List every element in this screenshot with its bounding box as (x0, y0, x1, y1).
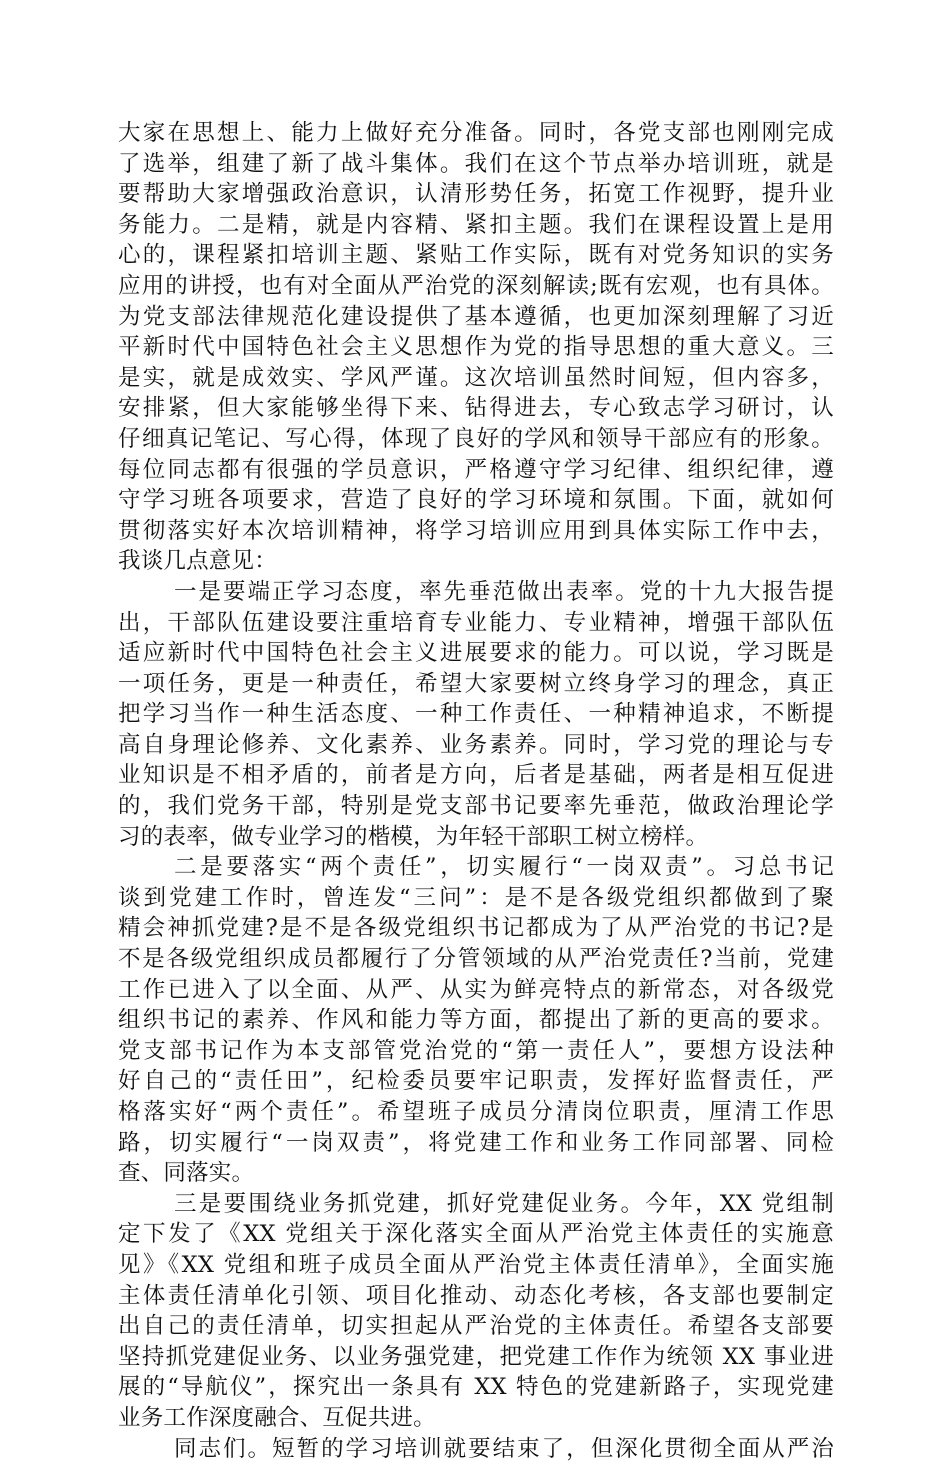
text-line: 高自身理论修养、文化素养、业务素养。同时，学习党的理论与专 (118, 731, 834, 758)
text-line: 主体责任清单化引领、项目化推动、动态化考核，各支部也要制定 (118, 1282, 834, 1309)
text-line: 不是各级党组织成员都履行了分管领域的从严治党责任?当前，党建 (118, 946, 834, 973)
text-line: 三是要围绕业务抓党建，抓好党建促业务。今年，XX 党组制 (174, 1190, 834, 1217)
paragraph (118, 118, 834, 577)
text-line: 应用的讲授，也有对全面从严治党的深刻解读;既有宏观，也有具体。 (118, 272, 834, 299)
text-line: 业知识是不相矛盾的，前者是方向，后者是基础，两者是相互促进 (118, 762, 834, 789)
text-line: 精会神抓党建?是不是各级党组织书记都成为了从严治党的书记?是 (118, 915, 834, 942)
text-line: 习的表率，做专业学习的楷模，为年轻干部职工树立榜样。 (118, 823, 709, 850)
text-line: 工作已进入了以全面、从严、从实为鲜亮特点的新常态，对各级党 (118, 976, 834, 1003)
text-line: 贯彻落实好本次培训精神，将学习培训应用到具体实际工作中去， (118, 517, 834, 544)
text-line: 好自己的“责任田”，纪检委员要牢记职责，发挥好监督责任，严 (118, 1068, 834, 1095)
text-line: 每位同志都有很强的学员意识，严格遵守学习纪律、组织纪律，遵 (118, 456, 834, 483)
text-line: 是实，就是成效实、学风严谨。这次培训虽然时间短，但内容多， (118, 364, 834, 391)
text-line: 安排紧，但大家能够坐得下来、钻得进去，专心致志学习研讨，认 (118, 395, 834, 422)
text-line: 我谈几点意见： (118, 548, 277, 575)
text-line: 业务工作深度融合、互促共进。 (118, 1404, 436, 1431)
text-line: 仔细真记笔记、写心得，体现了良好的学风和领导干部应有的形象。 (118, 425, 834, 452)
paragraph (118, 1434, 834, 1464)
text-line: 路，切实履行“一岗双责”，将党建工作和业务工作同部署、同检 (118, 1129, 834, 1156)
text-line: 平新时代中国特色社会主义思想作为党的指导思想的重大意义。三 (118, 334, 834, 361)
document-body (118, 118, 834, 1464)
text-line: 的，我们党务干部，特别是党支部书记要率先垂范，做政治理论学 (118, 793, 834, 820)
text-line: 展的“导航仪”，探究出一条具有 XX 特色的党建新路子，实现党建 (118, 1374, 834, 1401)
text-line: 把学习当作一种生活态度、一种工作责任、一种精神追求，不断提 (118, 701, 834, 728)
text-line: 同志们。短暂的学习培训就要结束了，但深化贯彻全面从严治 (174, 1435, 834, 1462)
paragraph (118, 1189, 834, 1434)
text-line: 为党支部法律规范化建设提供了基本遵循，也更加深刻理解了习近 (118, 303, 834, 330)
text-line: 适应新时代中国特色社会主义进展要求的能力。可以说，学习既是 (118, 640, 834, 667)
text-line: 二是要落实“两个责任”，切实履行“一岗双责”。习总书记 (174, 854, 834, 881)
paragraph (118, 852, 834, 1189)
text-line: 组织书记的素养、作风和能力等方面，都提出了新的更高的要求。 (118, 1007, 834, 1034)
text-line: 坚持抓党建促业务、以业务强党建，把党建工作作为统领 XX 事业进 (118, 1343, 834, 1370)
text-line: 党支部书记作为本支部管党治党的“第一责任人”，要想方设法种 (118, 1037, 834, 1064)
text-line: 心的，课程紧扣培训主题、紧贴工作实际，既有对党务知识的实务 (118, 242, 834, 269)
text-line: 了选举，组建了新了战斗集体。我们在这个节点举办培训班，就是 (118, 150, 834, 177)
text-line: 一项任务，更是一种责任，希望大家要树立终身学习的理念，真正 (118, 670, 834, 697)
text-line: 守学习班各项要求，营造了良好的学习环境和氛围。下面，就如何 (118, 487, 834, 514)
text-line: 查、同落实。 (118, 1160, 255, 1187)
text-line: 出自己的责任清单，切实担起从严治党的主体责任。希望各支部要 (118, 1313, 834, 1340)
paragraph (118, 577, 834, 852)
text-line: 务能力。二是精，就是内容精、紧扣主题。我们在课程设置上是用 (118, 211, 834, 238)
text-line: 见》《XX 党组和班子成员全面从严治党主体责任清单》，全面实施 (118, 1251, 834, 1278)
text-line: 谈到党建工作时，曾连发“三问”：是不是各级党组织都做到了聚 (118, 884, 834, 911)
text-line: 格落实好“两个责任”。希望班子成员分清岗位职责，厘清工作思 (118, 1099, 834, 1125)
text-line: 定下发了《XX 党组关于深化落实全面从严治党主体责任的实施意 (118, 1221, 834, 1248)
text-line: 出，干部队伍建设要注重培育专业能力、专业精神，增强干部队伍 (118, 609, 834, 636)
text-line: 一是要端正学习态度，率先垂范做出表率。党的十九大报告提 (174, 578, 834, 605)
text-line: 大家在思想上、能力上做好充分准备。同时，各党支部也刚刚完成 (118, 120, 834, 146)
text-line: 要帮助大家增强政治意识，认清形势任务，拓宽工作视野，提升业 (118, 181, 834, 208)
